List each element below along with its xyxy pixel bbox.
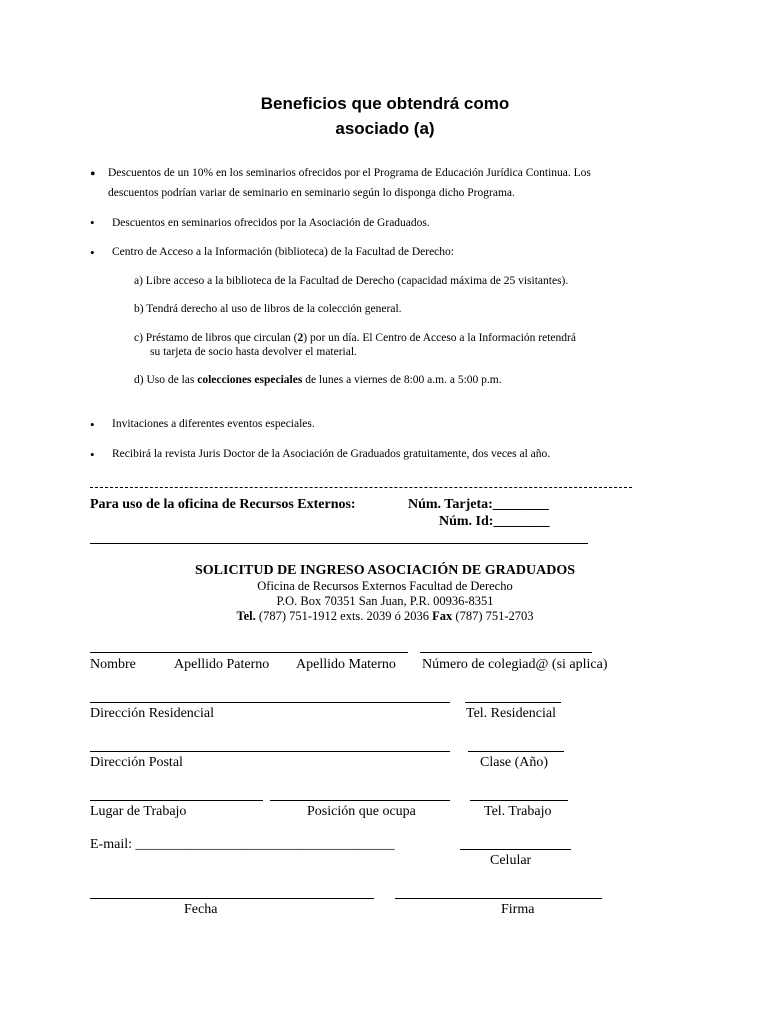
benefit-item-1: Descuentos de un 10% en los seminarios ofrecidos por el Programa de Educación Jurídica Continua. Los — [108, 167, 591, 179]
application-heading: SOLICITUD DE INGRESO ASOCIACIÓN DE GRADUADOS — [194, 563, 576, 578]
email-field[interactable]: E-mail: _____________________________________ — [90, 837, 395, 852]
residential-phone-input-line[interactable] — [465, 702, 561, 703]
position-label: Posición que ocupa — [307, 804, 416, 819]
signature-input-line[interactable] — [395, 898, 602, 899]
benefit-sub-c-cont: su tarjeta de socio hasta devolver el material. — [150, 346, 357, 358]
residential-address-label: Dirección Residencial — [90, 706, 215, 721]
workplace-input-line[interactable] — [90, 800, 263, 801]
apellido-paterno-label: Apellido Paterno — [174, 657, 270, 672]
apellido-materno-label: Apellido Materno — [296, 657, 396, 672]
work-phone-label: Tel. Trabajo — [484, 804, 552, 819]
benefit-item-1-cont: descuentos podrían variar de seminario en seminario según lo disponga dicho Programa. — [108, 187, 515, 199]
name-input-line[interactable] — [90, 652, 408, 653]
benefit-item-5: Recibirá la revista Juris Doctor de la Asociación de Graduados gratuitamente, dos veces al año. — [112, 448, 551, 460]
class-year-label: Clase (Año) — [480, 755, 549, 770]
benefit-sub-d: d) Uso de las colecciones especiales de lunes a viernes de 8:00 a.m. a 5:00 p.m. — [134, 374, 502, 386]
residential-address-input-line[interactable] — [90, 702, 450, 703]
bullet-icon: • — [90, 245, 95, 260]
office-address: P.O. Box 70351 San Juan, P.R. 00936-8351 — [276, 594, 494, 608]
id-number-field: Núm. Id:________ — [439, 514, 550, 529]
office-use-label: Para uso de la oficina de Recursos Externos: — [90, 497, 356, 512]
benefit-sub-c: c) Préstamo de libros que circulan (2) por un día. El Centro de Acceso a la Información retendrá — [134, 332, 576, 344]
card-number-field: Núm. Tarjeta:________ — [408, 497, 549, 512]
cellphone-label: Celular — [490, 853, 532, 868]
page-title-line2: asociado (a) — [335, 119, 435, 138]
office-name: Oficina de Recursos Externos Facultad de Derecho — [257, 579, 513, 593]
nombre-label: Nombre — [90, 657, 136, 672]
colegiado-label: Número de colegiad@ (si aplica) — [422, 657, 608, 672]
work-phone-input-line[interactable] — [470, 800, 568, 801]
benefit-sub-a: a) Libre acceso a la biblioteca de la Facultad de Derecho (capacidad máxima de 25 visitantes). — [134, 275, 569, 287]
class-year-input-line[interactable] — [468, 751, 564, 752]
benefit-item-4: Invitaciones a diferentes eventos especiales. — [112, 418, 315, 430]
benefit-item-2: Descuentos en seminarios ofrecidos por la Asociación de Graduados. — [112, 217, 430, 229]
cut-line-divider — [90, 487, 632, 488]
colegiado-input-line[interactable] — [420, 652, 592, 653]
postal-address-label: Dirección Postal — [90, 755, 183, 770]
section-divider — [90, 543, 588, 544]
bullet-icon: • — [90, 215, 95, 230]
signature-label: Firma — [501, 902, 535, 917]
bullet-icon: • — [90, 447, 95, 462]
postal-address-input-line[interactable] — [90, 751, 450, 752]
date-label: Fecha — [184, 902, 218, 917]
bullet-icon: • — [90, 417, 95, 432]
page-title: Beneficios que obtendrá como — [260, 94, 510, 113]
date-input-line[interactable] — [90, 898, 374, 899]
bullet-icon: • — [90, 166, 96, 183]
position-input-line[interactable] — [270, 800, 450, 801]
workplace-label: Lugar de Trabajo — [90, 804, 187, 819]
office-contact: Tel. (787) 751-1912 exts. 2039 ó 2036 Fax (787) 751-2703 — [236, 609, 534, 623]
cellphone-input-line[interactable] — [460, 849, 571, 850]
benefit-item-3: Centro de Acceso a la Información (biblioteca) de la Facultad de Derecho: — [112, 246, 454, 258]
residential-phone-label: Tel. Residencial — [466, 706, 556, 721]
benefit-sub-b: b) Tendrá derecho al uso de libros de la colección general. — [134, 303, 402, 315]
